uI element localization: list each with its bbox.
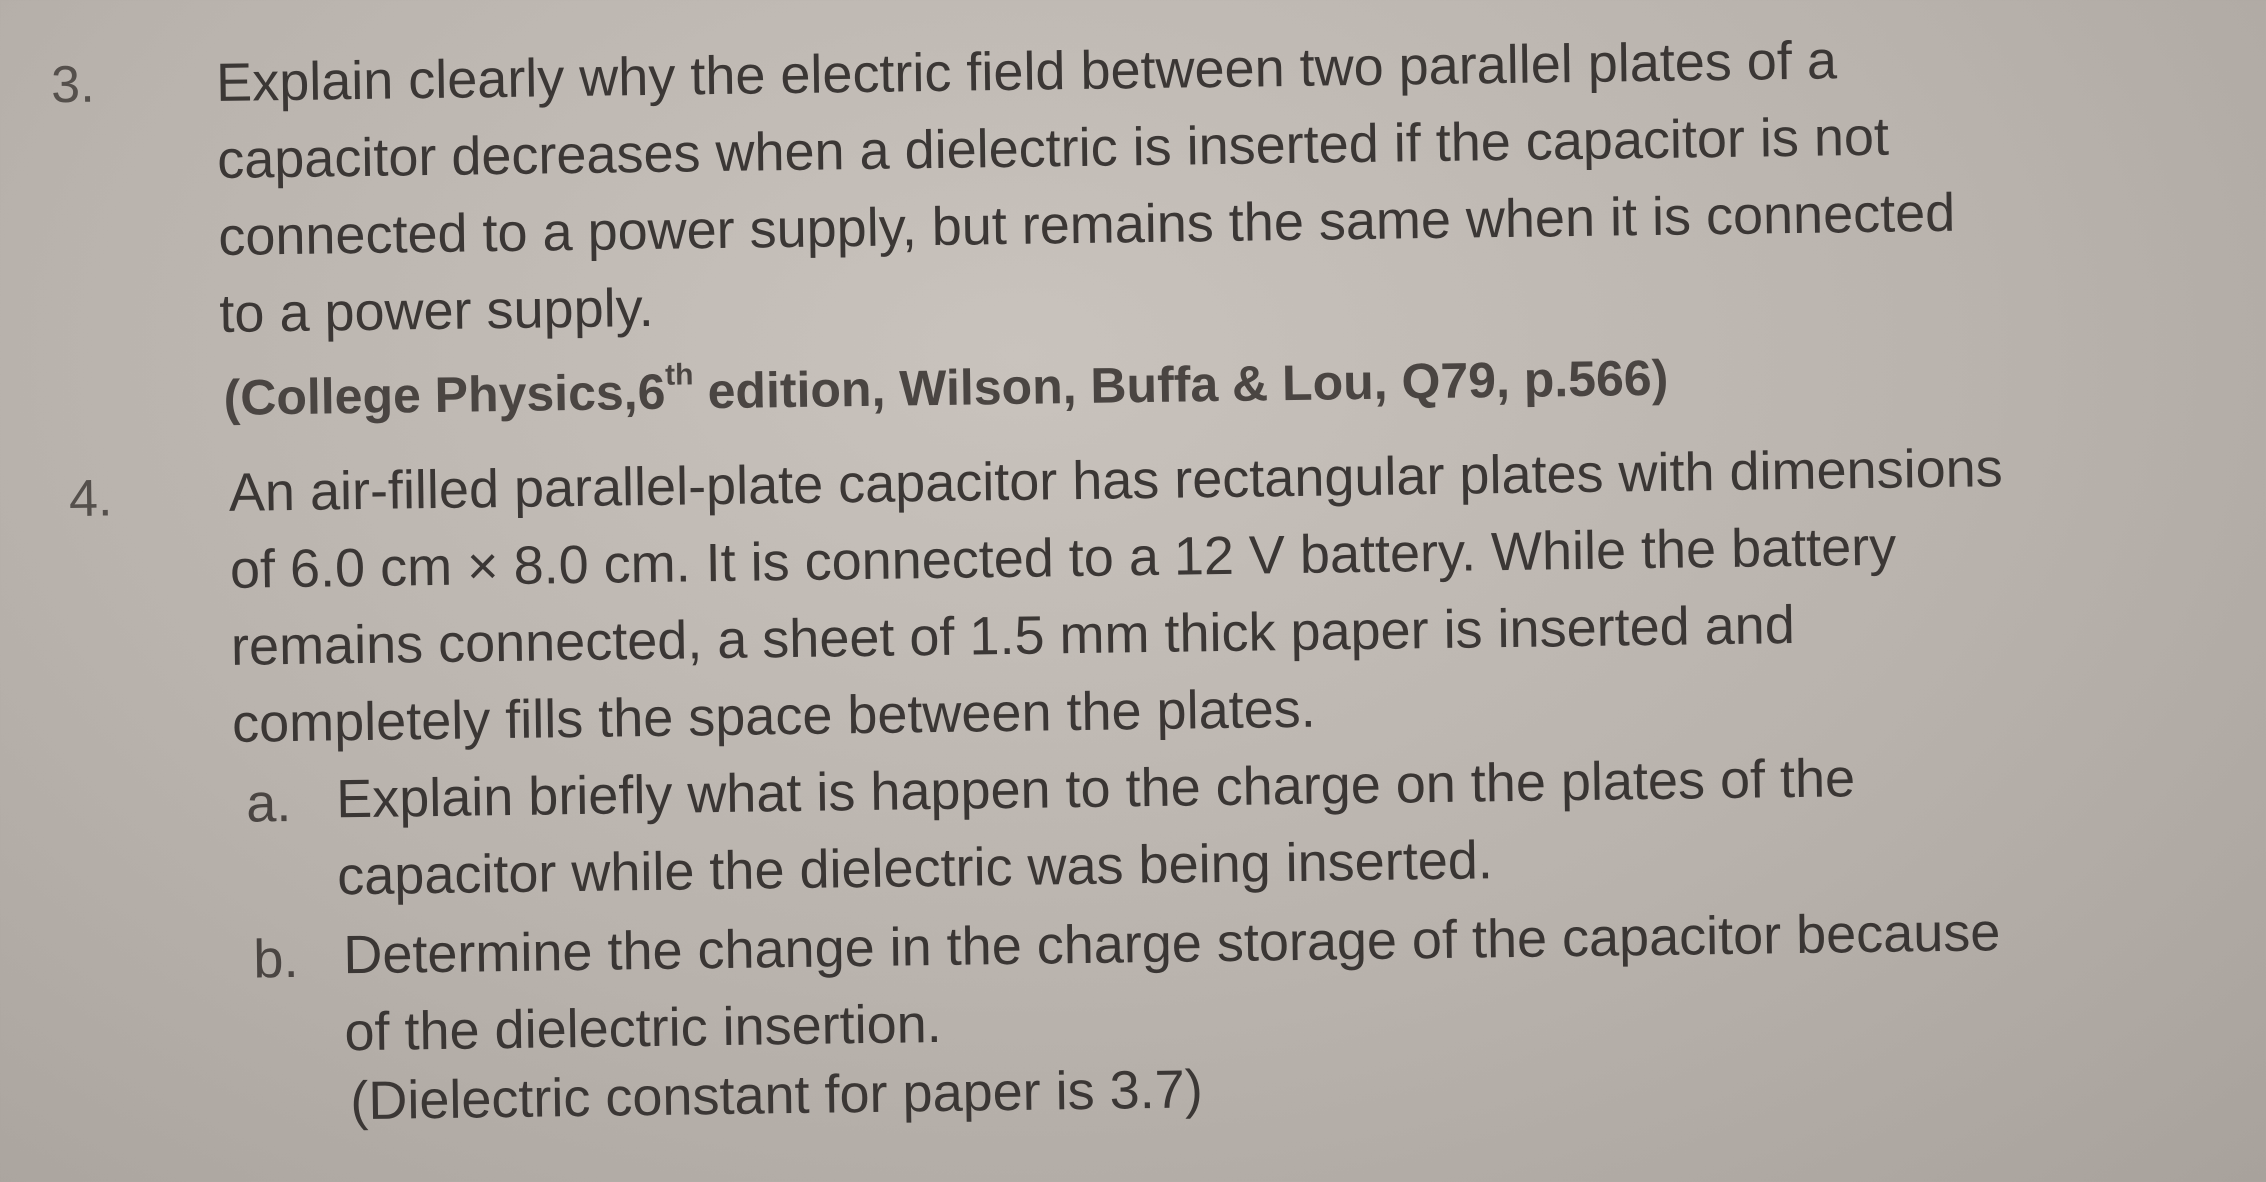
citation-superscript: th (664, 358, 694, 392)
question-4-line-4: completely fills the space between the plates. (231, 678, 1317, 754)
question-4-line-3: remains connected, a sheet of 1.5 mm thick paper is inserted and (230, 595, 1796, 677)
citation-text-start: (College Physics,6 (223, 363, 666, 426)
question-4-number: 4. (68, 469, 113, 529)
part-a-line-1: Explain briefly what is happen to the charge on the plates of the (335, 748, 1856, 830)
citation-text-end: edition, Wilson, Buffa & Lou, Q79, p.566) (693, 349, 1669, 420)
question-4-line-2: of 6.0 cm × 8.0 cm. It is connected to a 12 V battery. While the battery (229, 516, 1897, 600)
part-b-line-1: Determine the change in the charge storage of the capacitor because (342, 902, 2001, 986)
question-3-citation (223, 345, 1669, 427)
question-3-line-1: Explain clearly why the electric field between two parallel plates of a (215, 30, 1838, 113)
part-a-label: a. (245, 773, 292, 834)
part-b-line-2: of the dielectric insertion. (344, 993, 943, 1063)
part-b-text (343, 894, 2002, 1071)
dielectric-constant-note: (Dielectric constant for paper is 3.7) (349, 1059, 1204, 1132)
question-3-number: 3. (50, 55, 95, 115)
part-a-line-2: capacitor while the dielectric was being inserted. (336, 830, 1494, 907)
question-4-line-1: An air-filled parallel-plate capacitor has rectangular plates with dimensions (228, 438, 2004, 523)
question-3-line-2: capacitor decreases when a dielectric is inserted if the capacitor is not (216, 106, 1890, 190)
question-3-line-4: to a power supply. (218, 277, 655, 344)
part-b-label: b. (253, 928, 299, 990)
question-4-text (228, 430, 2006, 763)
part-a-text (336, 740, 1857, 915)
question-3-text (216, 21, 1957, 353)
question-3-line-3: connected to a power supply, but remains the same when it is connected (217, 182, 1956, 267)
